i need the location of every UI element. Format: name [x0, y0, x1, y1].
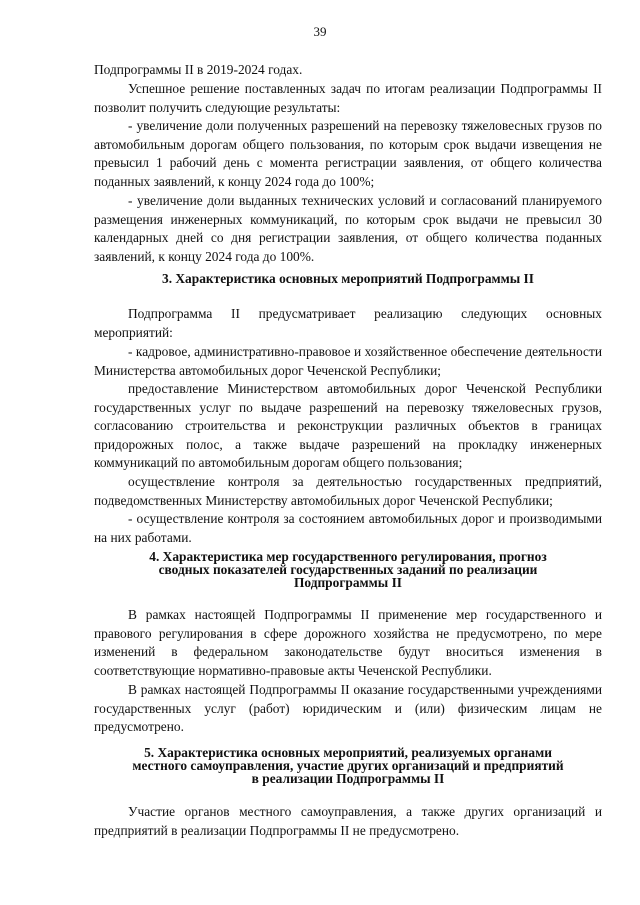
paragraph: В рамках настоящей Подпрограммы II оказание государственными учреждениями государственных услуг (работ) юридическим и (или) физическим лицам не предусмотрено.	[94, 682, 602, 735]
paragraph: - увеличение доли выданных технических условий и согласований планируемого размещения инженерных коммуникаций, по которым срок выдачи не превысил 30 календарных дней со дня регистрации заявления, от общего количества поданных заявлений, к концу 2024 года до 100%.	[94, 193, 602, 264]
heading-line: 5. Характеристика основных мероприятий, реализуемых органами	[144, 745, 552, 760]
heading-line: местного самоуправления, участие других организаций и предприятий	[132, 758, 564, 774]
heading-line: 4. Характеристика мер государственного регулирования, прогноз	[149, 549, 547, 564]
section-heading	[90, 550, 606, 590]
heading-line: Подпрограммы II	[293, 575, 403, 591]
heading-line: в реализации Подпрограммы II	[251, 771, 445, 787]
section-heading	[90, 746, 606, 786]
paragraph: предоставление Министерством автомобильных дорог Чеченской Республики государственных услуг по выдаче разрешений на перевозку тяжеловесных грузов, согласованию строительства и реконструкции различных объектов в границах придорожных полос, а также выдаче разрешений на прокладку инженерных коммуникаций по автомобильным дорогам общего пользования;	[94, 381, 602, 471]
paragraph: осуществление контроля за деятельностью государственных предприятий, подведомственных Министерству автомобильных дорог Чеченской Республики;	[94, 474, 602, 508]
paragraph: - кадровое, административно-правовое и хозяйственное обеспечение деятельности Министерства автомобильных дорог Чеченской Республики;	[94, 344, 602, 378]
paragraph: - увеличение доли полученных разрешений на перевозку тяжеловесных грузов по автомобильным дорогам общего пользования, по которым срок выдачи извещения не превысил 1 рабочий день с момента регистрации заявления, от общего количества поданных заявлений, к концу 2024 года до 100%;	[94, 118, 602, 189]
paragraph: Подпрограмма II предусматривает реализацию следующих основных мероприятий:	[94, 306, 602, 340]
paragraph: Участие органов местного самоуправления, а также других организаций и предприятий в реализации Подпрограммы II не предусмотрено.	[94, 804, 602, 838]
paragraph: - осуществление контроля за состоянием автомобильных дорог и производимыми на них работами.	[94, 511, 602, 545]
paragraph: В рамках настоящей Подпрограммы II применение мер государственного и правового регулирования в сфере дорожного хозяйства не предусмотрено, по мере изменений в федеральном законодательстве будут вноситься изменения в соответствующие нормативно-правовые акты Чеченской Республики.	[94, 607, 602, 678]
paragraph: Успешное решение поставленных задач по итогам реализации Подпрограммы II позволит получить следующие результаты:	[94, 81, 602, 115]
heading-line: сводных показателей государственных заданий по реализации	[158, 562, 538, 578]
page-number: 39	[313, 24, 327, 39]
paragraph: Подпрограммы II в 2019-2024 годах.	[94, 62, 303, 77]
section-heading: 3. Характеристика основных мероприятий Подпрограммы II	[162, 271, 534, 286]
